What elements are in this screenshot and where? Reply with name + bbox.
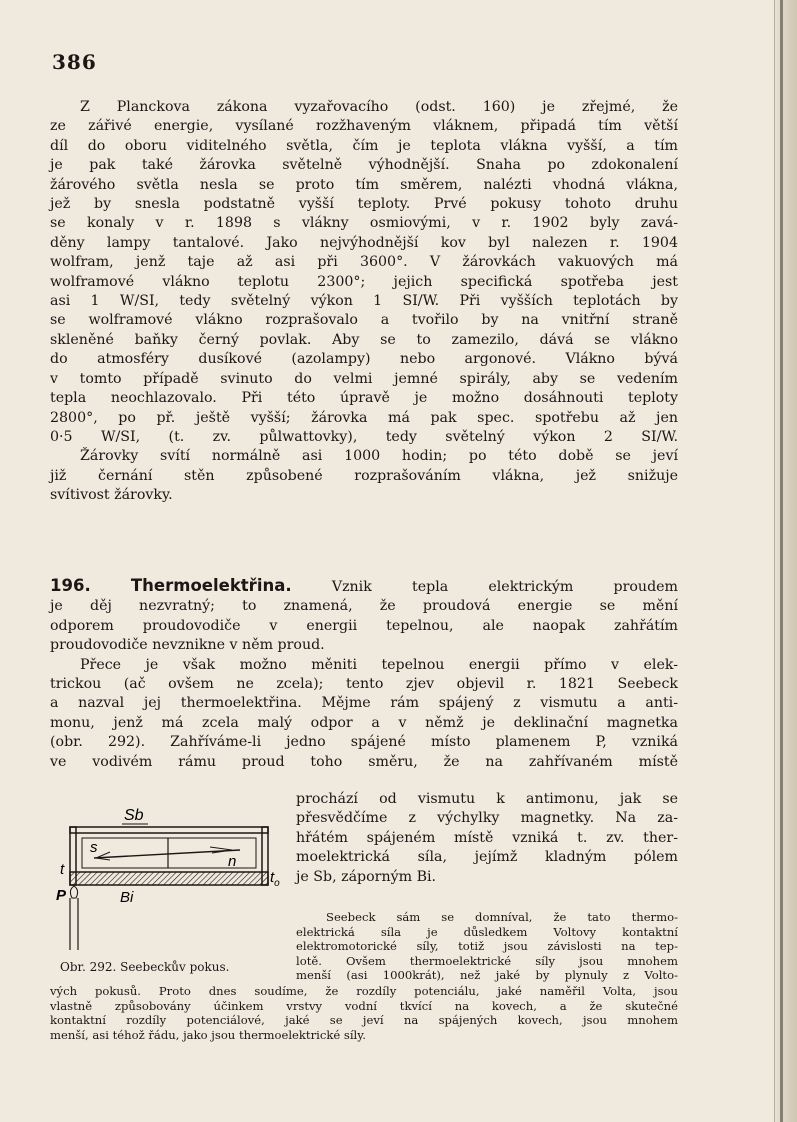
text-line: se konaly v r. 1898 s vlákny osmiovými, v r. 1902 byly zavá- — [50, 215, 678, 232]
text-line: již černání stěn způsobené rozprašováním vlákna, jež snižuje — [50, 467, 678, 484]
text-line: Přece je však možno měniti tepelnou energii přímo v elek- — [80, 656, 678, 673]
seebeck-figure — [50, 800, 290, 980]
text-line: skleněné baňky černý povlak. Aby se to zamezilo, dává se vlákno — [50, 331, 678, 348]
text-line: 2800°, po př. ještě vyšší; žárovka má pak spec. spotřebu až jen — [50, 409, 678, 426]
text-line: Z Planckova zákona vyzařovacího (odst. 160) je zřejmé, že — [80, 99, 678, 115]
footnote-full — [50, 984, 678, 1042]
text-line: asi 1 W/SI, tedy světelný výkon 1 SI/W. Při vyšších teplotách by — [50, 293, 678, 310]
text-line: svítivost žárovky. — [50, 487, 173, 504]
text-line: prochází od vismutu k antimonu, jak se — [296, 791, 678, 807]
footnote-line: vlastně způsobovány účinkem vrstvy vodní tkvící na kovech, a že skutečné — [50, 998, 678, 1013]
footnote-right — [296, 910, 678, 983]
text-line: je Sb, záporným Bi. — [296, 868, 437, 885]
text-line: odporem proudovodiče v energii tepelnou, ale naopak zahřátím — [50, 617, 678, 634]
text-line: je děj nezvratný; to znamená, že proudová energie se mění — [50, 598, 678, 615]
footnote-line: kontaktní rozdíly potenciálové, jaké se jeví na spájených kovech, jsou mnohem — [50, 1013, 678, 1028]
text-line: Žárovky svítí normálně asi 1000 hodin; po této době se jeví — [80, 448, 678, 465]
text-line: přesvědčíme z výchylky magnetky. Na za- — [296, 810, 678, 827]
text-line: wolfram, jenž taje až asi při 3600°. V žárovkách vakuových má — [50, 254, 678, 271]
page-edge-shadow — [780, 0, 783, 1122]
label-t0: $t_o$ — [270, 869, 280, 889]
footnote-line: menší (asi 1000krát), než jaké by plynuly z Volto- — [296, 968, 678, 983]
footnote-line: elektromotorické síly, totiž jsou závislosti na tep- — [296, 939, 678, 954]
section-number: 196. — [50, 576, 91, 595]
label-sb: Sb — [124, 807, 144, 824]
flame-icon — [70, 886, 77, 898]
footnote-line: Seebeck sám se domníval, že tato thermo- — [326, 910, 678, 924]
label-n: n — [228, 853, 237, 870]
text-line: moelektrická síla, jejímž kladným pólem — [296, 849, 678, 866]
antimony-bar-top — [70, 827, 268, 833]
footnote-line: vých pokusů. Proto dnes soudíme, že rozdíly potenciálu, jaké naměřil Volta, jsou — [50, 984, 678, 998]
text-line: je pak také žárovka světelně výhodnější. Snaha po zdokonalení — [50, 157, 678, 174]
text-line: a nazval jej thermoelektřina. Mějme rám spájený z vismutu a anti- — [50, 695, 678, 712]
text-line: jež by snesla podstatně vyšší teploty. Prvé pokusy tohoto druhu — [50, 196, 678, 213]
page-edge — [774, 0, 797, 1122]
figure-caption: Obr. 292. Seebeckův pokus. — [60, 960, 230, 974]
text-line: 0·5 W/SI, (t. zv. půlwattovky), tedy světelný výkon 2 SI/W. — [50, 428, 678, 445]
text-line: monu, jenž má zcela malý odpor a v němž je deklinační magnetka — [50, 714, 678, 731]
paragraph-planck — [50, 98, 678, 506]
label-bi: Bi — [120, 889, 134, 906]
text-line: trickou (ač ovšem ne zcela); tento zjev objevil r. 1821 Seebeck — [50, 676, 678, 693]
section-heading-rest: Vznik tepla elektrickým proudem — [331, 579, 679, 595]
text-line: hřátém spájeném místě vzniká t. zv. ther- — [296, 829, 678, 846]
section-thermoelectricity — [50, 576, 678, 772]
needle-arrow-left — [96, 852, 110, 860]
text-line: proudovodiče nevznikne v něm proud. — [50, 637, 325, 654]
label-p: P — [56, 887, 67, 904]
footnote-line: lotě. Ovšem thermoelektrické síly jsou mnohem — [296, 953, 678, 968]
text-line: ve vodivém rámu proud toho směru, že na zahřívaném místě — [50, 753, 678, 770]
section-heading-line — [50, 576, 678, 597]
figure-side-text — [296, 790, 678, 887]
section-title: Thermoelektřina. — [130, 576, 292, 595]
label-s: s — [90, 839, 98, 856]
bismuth-bar-bottom — [70, 872, 268, 885]
footnote-line: elektrická síla je důsledkem Voltovy kontaktní — [296, 924, 678, 939]
footnote-line: menší, asi téhož řádu, jako jsou thermoelektrické síly. — [50, 1027, 366, 1042]
text-line: v tomto případě svinuto do velmi jemné spirály, aby se vedením — [50, 370, 678, 387]
text-line: díl do oboru viditelného světla, čím je teplota vlákna vyšší, a tím — [50, 137, 678, 154]
text-line: se wolframové vlákno rozprašovalo a tvořilo by na vnitřní straně — [50, 312, 678, 329]
text-line: (obr. 292). Zahříváme-li jedno spájené místo plamenem P, vzniká — [50, 734, 678, 751]
text-line: žárového světla nesla se proto tím směrem, nalézti vhodná vlákna, — [50, 176, 678, 193]
label-t: t — [60, 861, 65, 878]
text-line: tepla neochlazovalo. Při této úpravě je možno dosáhnouti teploty — [50, 390, 678, 407]
text-line: wolframové vlákno teplotu 2300°; jejich specifická spotřeba jest — [50, 273, 678, 290]
page-number: 386 — [52, 50, 97, 74]
text-line: ze zářivé energie, vysílané rozžhaveným vláknem, připadá tím větší — [50, 118, 678, 135]
text-line: děny lampy tantalové. Jako nejvýhodnější kov byl nalezen r. 1904 — [50, 234, 678, 251]
text-line: do atmosféry dusíkové (azolampy) nebo argonové. Vlákno bývá — [50, 351, 678, 368]
magnetic-needle — [94, 850, 240, 858]
